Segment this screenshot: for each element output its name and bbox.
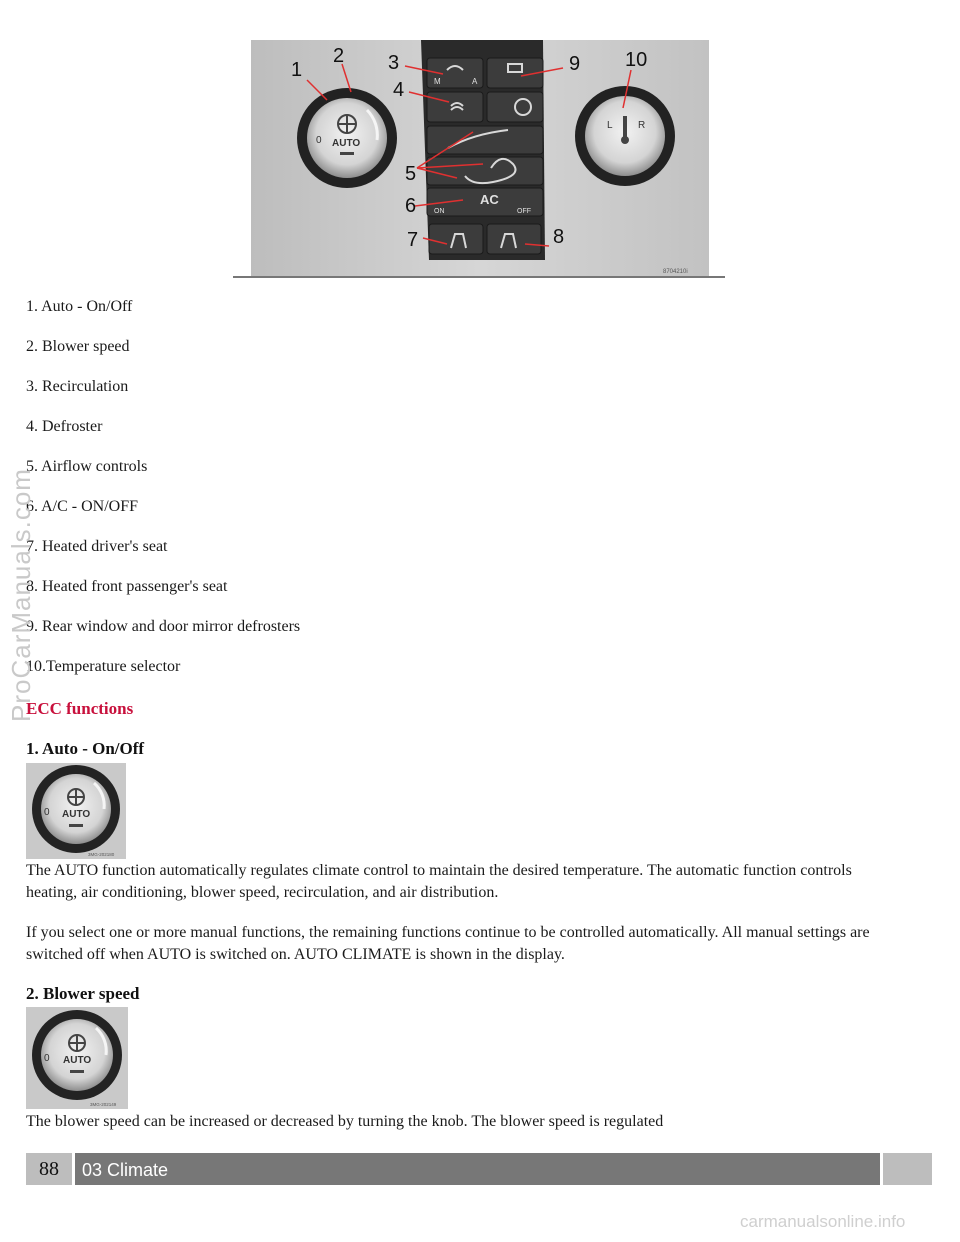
airflow-middle-button (427, 157, 543, 185)
callout-5: 5 (405, 163, 417, 185)
list-item: 10.Temperature selector (26, 658, 181, 675)
callout-9: 9 (569, 53, 581, 75)
list-item: 7. Heated driver's seat (26, 538, 168, 555)
paragraph: The blower speed can be increased or decreased by turning the knob. The blower speed is regulated (26, 1113, 664, 1130)
ac-label: AC (480, 192, 499, 207)
callout-6: 6 (405, 195, 417, 217)
section-heading: ECC functions (26, 699, 134, 718)
list-item: 3. Recirculation (26, 378, 129, 395)
list-item: 1. Auto - On/Off (26, 298, 133, 315)
ac-off-label: OFF (517, 208, 531, 215)
blower-knob-illustration (26, 1007, 128, 1109)
knob-auto-label: AUTO (332, 138, 361, 149)
knob-auto-label: AUTO (62, 809, 91, 820)
fan-icon (69, 1035, 85, 1051)
watermark-bottom: carmanualsonline.info (740, 1212, 906, 1231)
knob-zero-label: 0 (44, 1053, 50, 1064)
callout-7: 7 (407, 229, 419, 251)
callout-1: 1 (291, 59, 303, 81)
subheading-auto: 1. Auto - On/Off (26, 739, 145, 758)
knob-right-label: R (638, 120, 646, 131)
figure-code: 3MG-202149 (90, 1102, 117, 1107)
list-item: 2. Blower speed (26, 338, 130, 355)
knob-auto-label: AUTO (63, 1055, 92, 1066)
figure-code: 3MG-202180 (88, 852, 115, 857)
subheading-blower: 2. Blower speed (26, 984, 140, 1003)
ac-on-label: ON (434, 208, 445, 215)
page-footer (26, 1153, 932, 1185)
auto-indicator (340, 152, 354, 155)
mode-m-label: M (434, 77, 441, 86)
auto-knob-figure (26, 763, 126, 859)
callout-10: 10 (625, 49, 648, 71)
auto-knob-illustration (26, 763, 126, 859)
knob-zero-label: 0 (316, 135, 322, 146)
blower-knob-figure (26, 1007, 126, 1109)
paragraph: The AUTO function automatically regulates climate control to maintain the desired temperature. The automatic function controls heating, air conditioning, blower speed, recirculation, and air distribution. (26, 862, 852, 901)
legend-list (26, 297, 300, 697)
driver-seat-heat-button (429, 224, 483, 254)
mode-a-label: A (472, 77, 478, 86)
list-item: 8. Heated front passenger's seat (26, 578, 228, 595)
list-item: 4. Defroster (26, 418, 103, 435)
footer-endcap (883, 1153, 932, 1185)
list-item: 9. Rear window and door mirror defrosters (26, 618, 301, 635)
knob-left-label: L (607, 120, 613, 131)
climate-panel-figure (233, 40, 725, 280)
knob-zero-label: 0 (44, 807, 50, 818)
fan-icon (68, 789, 84, 805)
callout-3: 3 (388, 52, 400, 74)
climate-panel-illustration (233, 40, 725, 280)
callout-2: 2 (333, 45, 345, 67)
watermark-left: ProCarManuals.com (6, 468, 36, 722)
page-number: 88 (26, 1153, 72, 1185)
callout-4: 4 (393, 79, 405, 101)
figure-code: 8704210i (663, 269, 688, 275)
list-item: 6. A/C - ON/OFF (26, 498, 139, 515)
section-label: 03 Climate (75, 1153, 880, 1185)
paragraph: If you select one or more manual functions, the remaining functions continue to be controlled automatically. All manual settings are switched off when AUTO is switched on. AUTO CLIMATE is shown in the display. (26, 924, 870, 963)
list-item: 5. Airflow controls (26, 458, 148, 475)
fan-icon (338, 115, 356, 133)
callout-8: 8 (553, 226, 565, 248)
